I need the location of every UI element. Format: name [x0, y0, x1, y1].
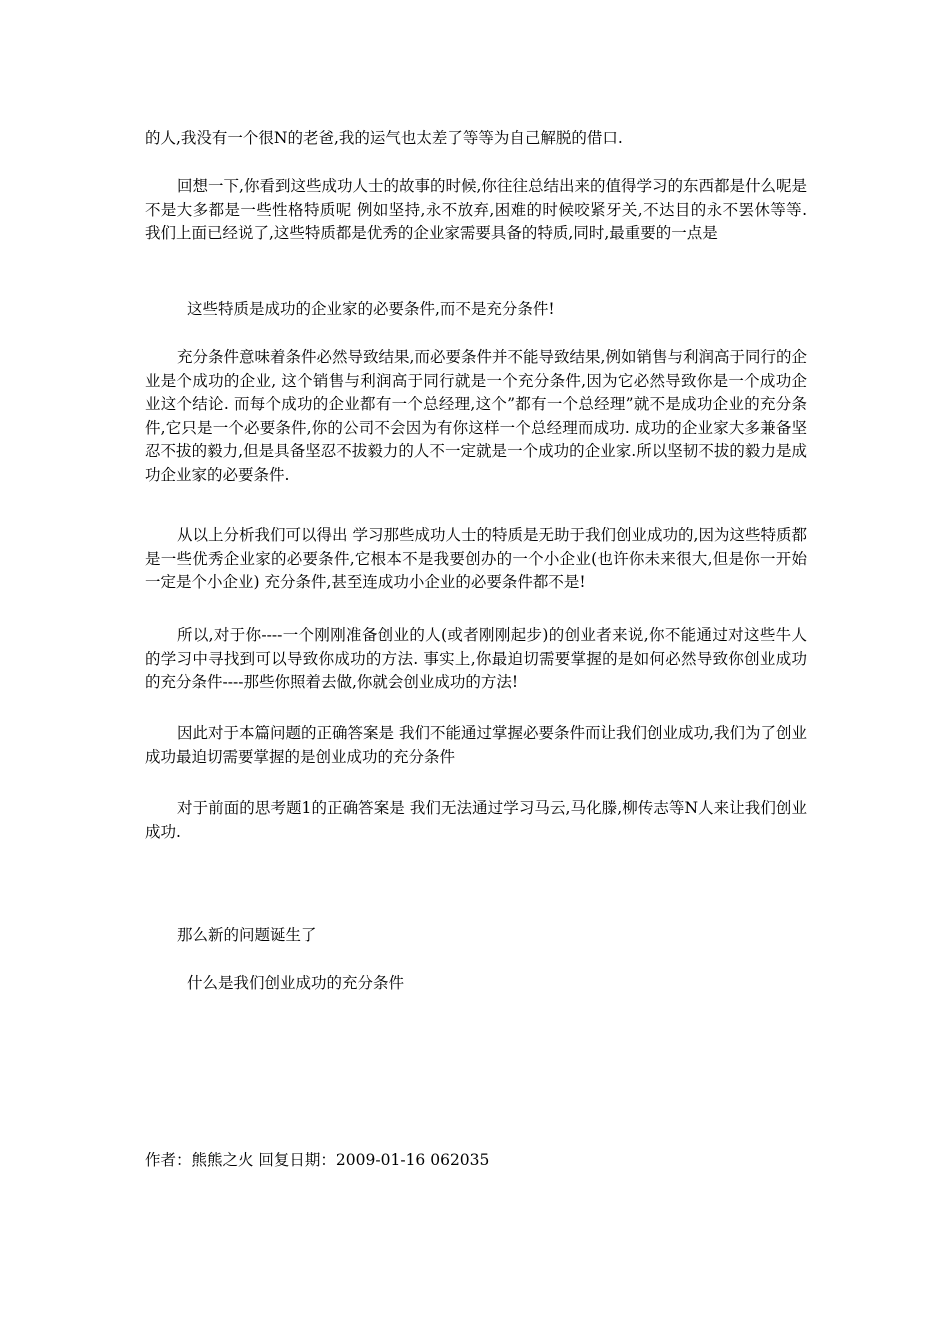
paragraph-1: 回想一下,你看到这些成功人士的故事的时候,你往往总结出来的值得学习的东西都是什么呢是不是大多都是一些性格特质呢 例如坚持,永不放弃,困难的时候咬紧牙关,不达目的永不罢休等等. 我们上面已经说了,这些特质都是优秀的企业家需要具备的特质,同时,最重要的一点是 — [145, 177, 807, 242]
paragraph-2: 这些特质是成功的企业家的必要条件,而不是充分条件! — [187, 300, 555, 318]
paragraph-8: 那么新的问题诞生了 — [177, 926, 317, 944]
text-line-top: 的人,我没有一个很N的老爸,我的运气也太差了等等为自己解脱的借口. — [145, 129, 623, 147]
paragraph-6: 因此对于本篇问题的正确答案是 我们不能通过掌握必要条件而让我们创业成功,我们为了创业成功最迫切需要掌握的是创业成功的充分条件 — [145, 724, 807, 766]
paragraph-9: 什么是我们创业成功的充分条件 — [187, 974, 405, 992]
paragraph-5: 所以,对于你----一个刚刚准备创业的人(或者刚刚起步)的创业者来说,你不能通过对这些牛人的学习中寻找到可以导致你成功的方法. 事实上,你最迫切需要掌握的是如何必然导致你创业成功的充分条件----那些你照着去做,你就会创业成功的方法! — [145, 626, 807, 691]
author-footer: 作者：熊熊之火 回复日期：2009-01-16 062035 — [145, 1151, 490, 1169]
paragraph-7: 对于前面的思考题1的正确答案是 我们无法通过学习马云,马化滕,柳传志等N人来让我们创业成功. — [145, 799, 807, 841]
paragraph-3: 充分条件意味着条件必然导致结果,而必要条件并不能导致结果,例如销售与利润高于同行的企业是个成功的企业, 这个销售与利润高于同行就是一个充分条件,因为它必然导致你是一个成功企业这个结论. 而每个成功的企业都有一个总经理,这个”都有一个总经理”就不是成功企业的充分条件,它只是一个必要条件,你的公司不会因为有你这样一个总经理而成功. 成功的企业家大多兼备坚忍不拔的毅力,但是具备坚忍不拔毅力的人不一定就是一个成功的企业家.所以坚韧不拔的毅力是成功企业家的必要条件. — [145, 348, 807, 484]
paragraph-4: 从以上分析我们可以得出 学习那些成功人士的特质是无助于我们创业成功的,因为这些特质都是一些优秀企业家的必要条件,它根本不是我要创办的一个小企业(也许你未来很大,但是你一开始一定是个小企业) 充分条件,甚至连成功小企业的必要条件都不是! — [145, 526, 807, 591]
